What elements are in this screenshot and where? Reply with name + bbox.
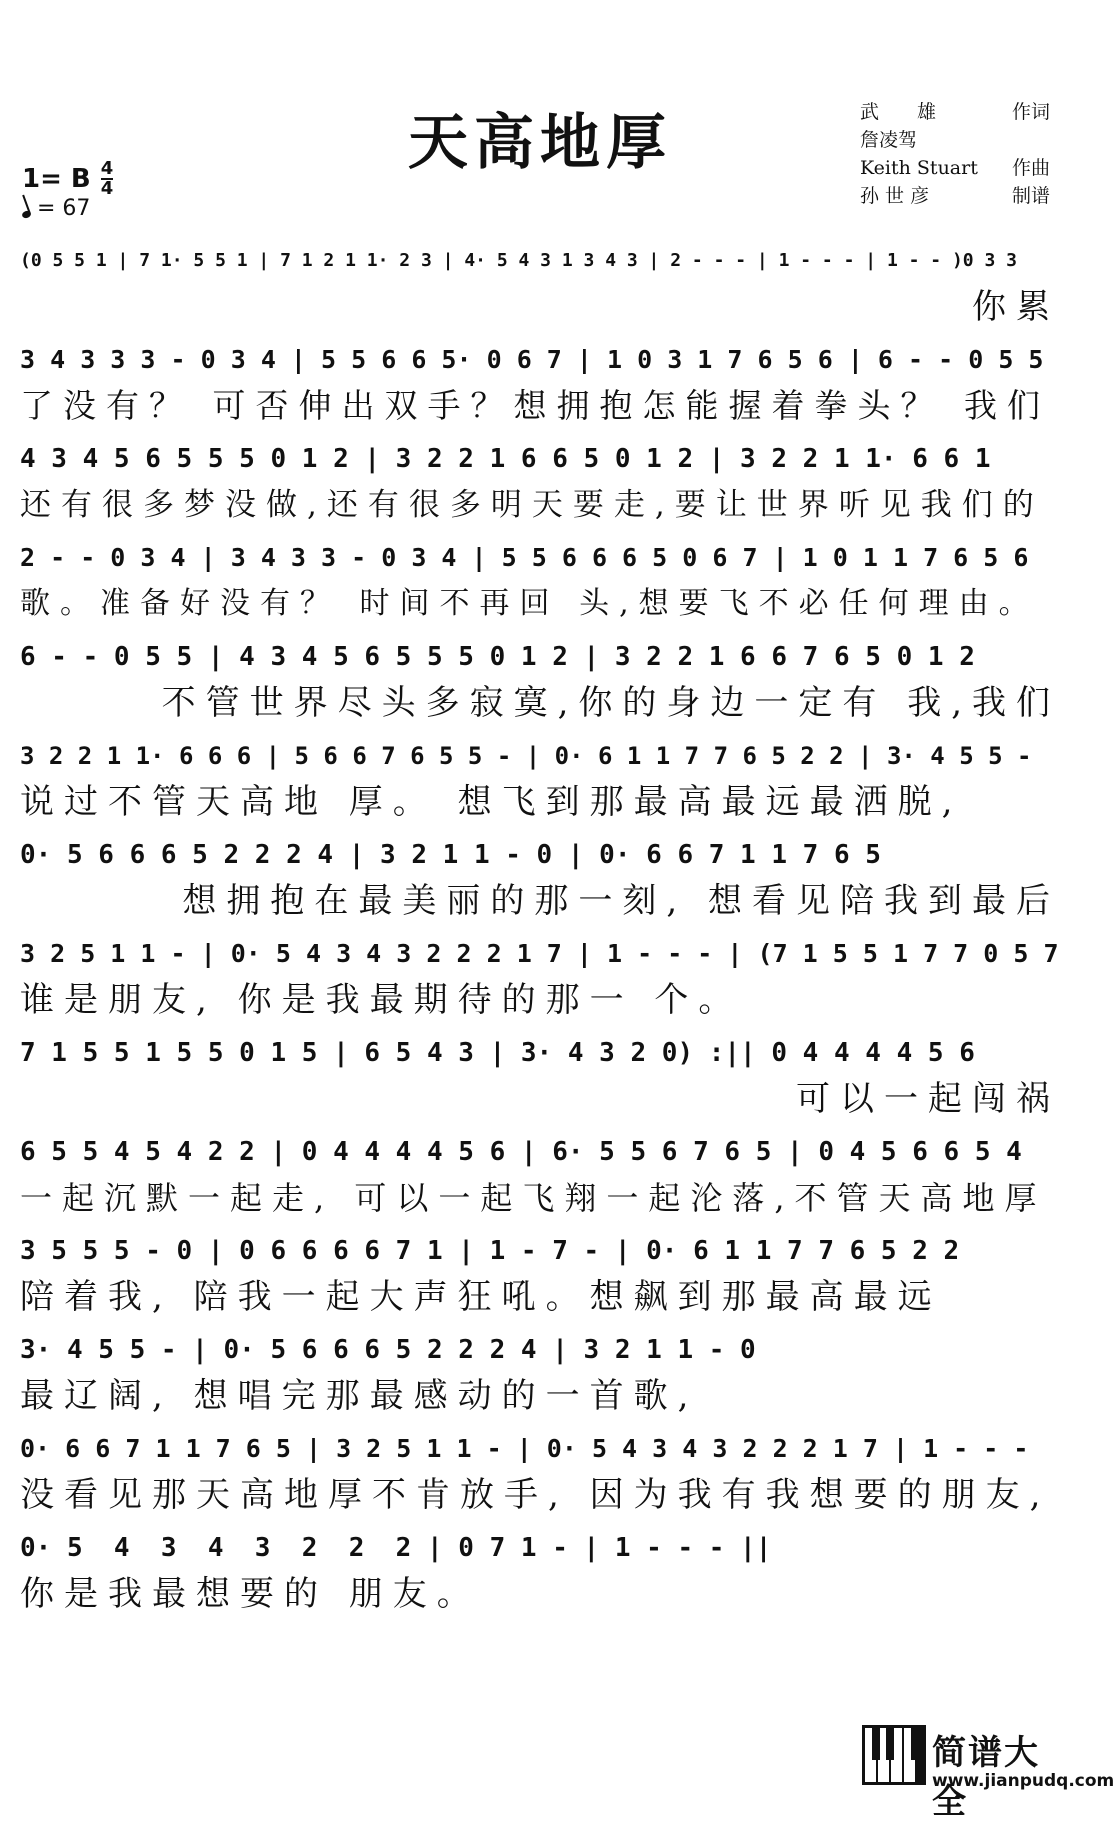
notation-line: 6 5 5 4 5 4 2 2 | 0 4 4 4 4 5 6 | 6· 5 5 6 7 6 5 | 0 4 5 6 6 5 4 [20,1137,1022,1167]
lyrics-line: 说过不管天高地 厚。 想飞到那最高最远最洒脱, [20,782,963,822]
notation-line: 7 1 5 5 1 5 5 0 1 5 | 6 5 4 3 | 3· 4 3 2 0) :|| 0 4 4 4 4 5 6 [20,1038,975,1068]
notation-line: 0· 5 4 3 4 3 2 2 2 | 0 7 1 - | 1 - - - || [20,1533,772,1563]
lyrics-line: 陪着我, 陪我一起大声狂吼。想飙到那最高最远 [20,1277,942,1317]
credit-role: 制谱 [1011,185,1050,207]
time-signature [101,160,114,198]
notation-line: 0· 6 6 7 1 1 7 6 5 | 3 2 5 1 1 - | 0· 5 4 3 4 3 2 2 2 1 7 | 1 - - - [20,1434,1029,1463]
notation-line: 3 2 2 1 1· 6 6 6 | 5 6 6 7 6 5 5 - | 0· 6 1 1 7 7 6 5 2 2 | 3· 4 5 5 - [20,742,1032,770]
notation-line: 3 4 3 3 3 - 0 3 4 | 5 5 6 6 5· 0 6 7 | 1 0 3 1 7 6 5 6 | 6 - - 0 5 5 [20,345,1044,374]
credit-name: 孙 世 彦 [860,185,930,207]
song-title: 天高地厚 [408,108,672,178]
lyrics-line: 还有很多梦没做,还有很多明天要走,要让世界听见我们的 [20,487,1044,523]
lyrics-line: 你是我最想要的 朋友。 [20,1574,481,1614]
credit-name: 詹凌驾 [860,129,918,151]
lyrics-line: 没看见那天高地厚不肯放手, 因为我有我想要的朋友, [20,1475,1051,1515]
notation-line: 6 - - 0 5 5 | 4 3 4 5 6 5 5 5 0 1 2 | 3 2 2 1 6 6 7 6 5 0 1 2 [20,642,975,672]
time-signature-bottom: 4 [100,178,114,199]
notation-line: 3· 4 5 5 - | 0· 5 6 6 6 5 2 2 2 4 | 3 2 1 1 - 0 [20,1335,756,1365]
credit-role [1000,126,1050,154]
notation-line: 4 3 4 5 6 5 5 5 0 1 2 | 3 2 2 1 6 6 5 0 1 2 | 3 2 2 1 1· 6 6 1 [20,444,991,474]
credit-transcriber [860,182,1050,210]
lyrics-line: 歌。准备好没有？ 时间不再回 头,想要飞不必任何理由。 [20,586,1039,621]
credit-role: 作词 [1011,101,1050,123]
tempo-marking [22,196,90,221]
credit-lyricist [860,98,1050,126]
credit-name: Keith Stuart [860,157,978,179]
key-signature [22,160,113,198]
lyrics-line: 一起沉默一起走, 可以一起飞翔一起沦落,不管天高地厚 [20,1179,1047,1217]
site-logo [862,1725,1114,1822]
credits-block [860,98,1050,210]
lyrics-line: 你累 [972,287,1060,327]
logo-name: 简谱大全 [932,1733,1040,1822]
credit-composer-2 [860,154,1050,182]
notation-line: 2 - - 0 3 4 | 3 4 3 3 - 0 3 4 | 5 5 6 6 6 5 0 6 7 | 1 0 1 1 7 6 5 6 [20,543,1029,572]
key-label: 1= B [22,164,91,194]
logo-url: www.jianpudq.com [932,1771,1114,1791]
lyrics-line: 想拥抱在最美丽的那一刻, 想看见陪我到最后 [182,881,1060,921]
quarter-note-icon [21,210,32,220]
notation-line: 3 2 5 1 1 - | 0· 5 4 3 4 3 2 2 2 1 7 | 1 - - - | (7 1 5 5 1 7 7 0 5 7 [20,939,1059,968]
lyrics-line: 最辽阔, 想唱完那最感动的一首歌, [20,1376,699,1416]
credit-composer-1 [860,126,1050,154]
credit-name: 武 雄 [860,101,937,123]
lyrics-line: 了没有？ 可否伸出双手？想拥抱怎能握着拳头？ 我们 [20,386,1050,425]
notation-line: 3 5 5 5 - 0 | 0 6 6 6 6 7 1 | 1 - 7 - | 0· 6 1 1 7 7 6 5 2 2 [20,1236,960,1266]
lyrics-line: 可以一起闯祸 [796,1079,1060,1119]
lyrics-line: 不管世界尽头多寂寞,你的身边一定有 我,我们 [161,683,1060,723]
notation-line: 0· 5 6 6 6 5 2 2 2 4 | 3 2 1 1 - 0 | 0· 6 6 7 1 1 7 6 5 [20,840,881,870]
piano-keys-icon [862,1725,926,1785]
lyrics-line: 谁是朋友, 你是我最期待的那一 个。 [20,980,743,1020]
tempo-label: = 67 [37,196,91,221]
notation-line: (0 5 5 1 | 7 1· 5 5 1 | 7 1 2 1 1· 2 3 | 4· 5 4 3 1 3 4 3 | 2 - - - | 1 - - - | 1 - - )0 3 3 [20,250,1017,271]
credit-role: 作曲 [1011,157,1050,179]
time-signature-top: 4 [100,158,114,179]
